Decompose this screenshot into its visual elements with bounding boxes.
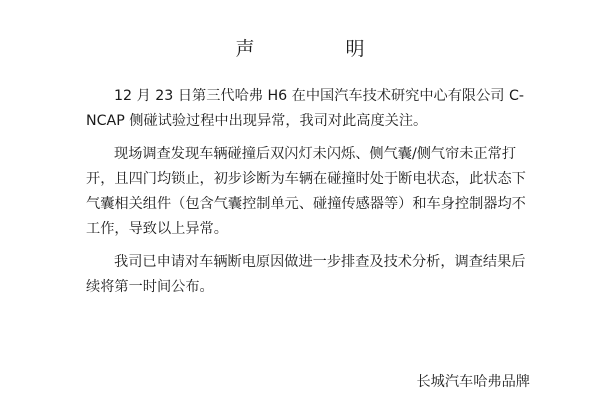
paragraph-incident: 12 月 23 日第三代哈弗 H6 在中国汽车技术研究中心有限公司 C-NCAP 侧碰试验过程中出现异常，我司对此高度关注。 [86, 88, 525, 129]
signature: 长城汽车哈弗品牌 [416, 374, 530, 390]
document-title: 声 明 [235, 38, 401, 60]
paragraph-investigation: 现场调查发现车辆碰撞后双闪灯未闪烁、侧气囊/侧气帘未正常打开，且四门均锁止，初步诊断为车辆在碰撞时处于断电状态，此状态下气囊相关组件（包含气囊控制单元、碰撞传感器等）和车身控制器均不工作，导致以上异常。 [86, 146, 526, 237]
paragraph-followup: 我司已申请对车辆断电原因做进一步排查及技术分析，调查结果后续将第一时间公布。 [86, 254, 526, 295]
